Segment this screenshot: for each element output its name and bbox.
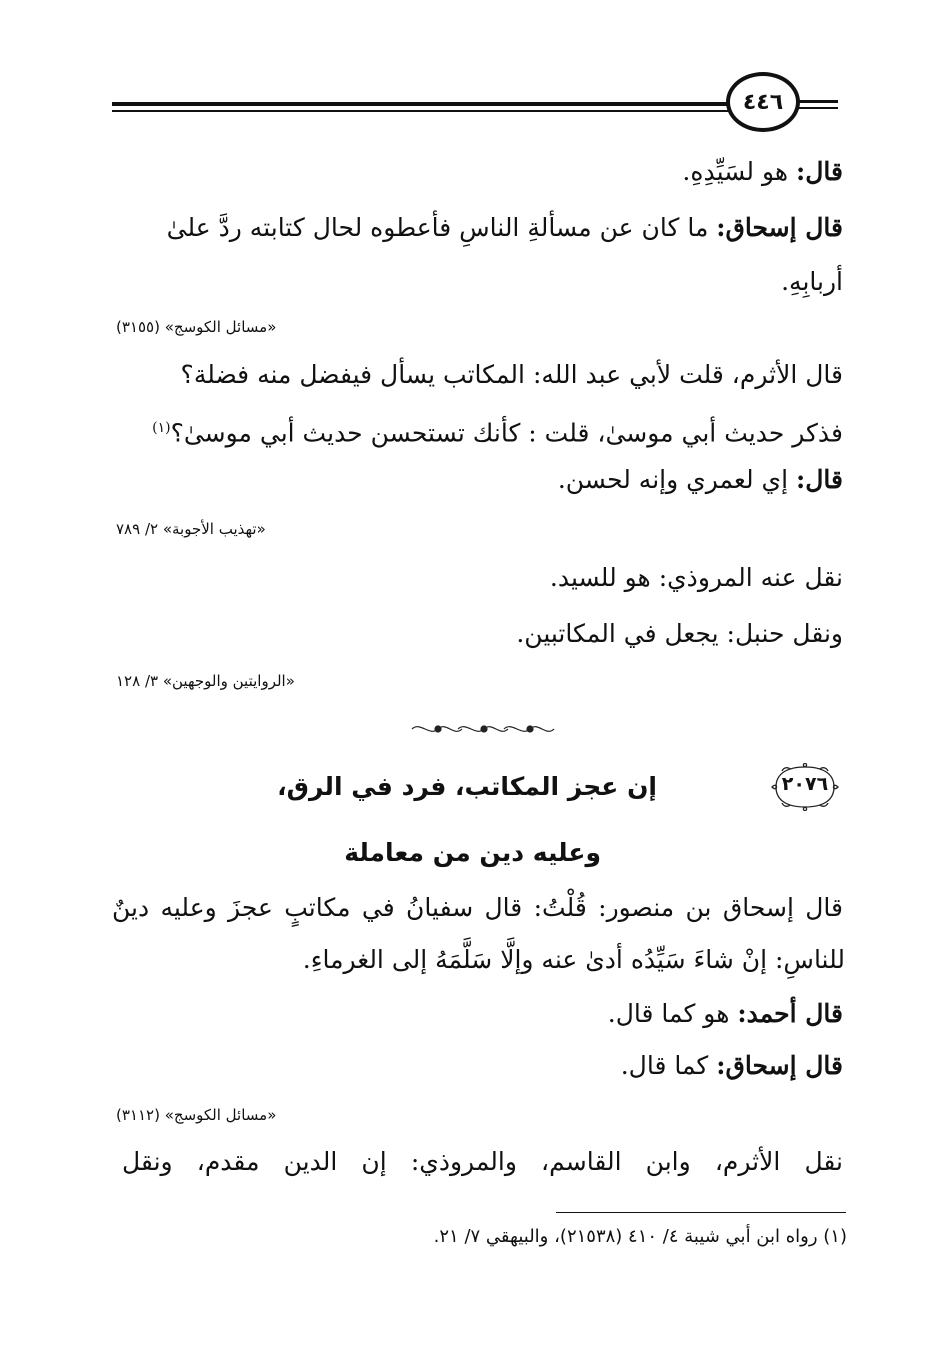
section-number: ٢٠٧٦: [781, 773, 829, 795]
text-line-4: قال الأثرم، قلت لأبي عبد الله: المكاتب يسأل فيفضل منه فضلة؟: [180, 360, 843, 389]
text-line-11: [608, 994, 843, 1034]
footnote-reference[interactable]: (١): [152, 420, 171, 436]
speaker-label: قال إسحاق:: [716, 213, 843, 242]
footnote-rule: [556, 1212, 846, 1213]
line-text: هو كما قال.: [607, 999, 738, 1028]
text-line-13: نقل الأثرم، وابن القاسم، والمروذي: إن الدين مقدم، ونقل: [122, 1147, 843, 1176]
section-heading-line-1: إن عجز المكاتب، فرد في الرق،: [277, 772, 657, 801]
text-line-9: قال إسحاق بن منصور: قُلْتُ: قال سفيانُ في مكاتبٍ عجزَ وعليه دينٌ: [112, 893, 843, 922]
text-line-2: [167, 208, 843, 248]
source-citation: «الروايتين والوجهين» ٣/ ١٢٨: [116, 672, 295, 690]
line-text: هو لسَيِّدِهِ.: [682, 157, 797, 186]
header-rule-thin: [112, 110, 728, 112]
page-number: ٤٤٦: [726, 72, 800, 132]
text-line-6: [558, 460, 843, 500]
section-heading-line-2: وعليه دين من معاملة: [344, 838, 601, 867]
source-citation: «تهذيب الأجوبة» ٢/ ٧٨٩: [116, 520, 266, 538]
text-line-1: [682, 152, 843, 192]
source-citation: «مسائل الكوسج» (٣١٥٥): [116, 318, 277, 336]
line-text: ما كان عن مسألةِ الناسِ فأعطوه لحال كتابته ردَّ علىٰ: [166, 213, 717, 242]
text-line-10: للناسِ: إنْ شاءَ سَيِّدُه أدىٰ عنه وإلَّا سَلَّمَهُ إلى الغرماءِ.: [302, 945, 845, 974]
header-rule-right-thin: [798, 107, 838, 109]
source-citation: «مسائل الكوسج» (٣١١٢): [116, 1106, 277, 1124]
line-text: كما قال.: [620, 1051, 717, 1080]
speaker-label: قال:: [796, 465, 843, 494]
footnote: (١) رواه ابن أبي شيبة ٤/ ٤١٠ (٢١٥٣٨)، والبيهقي ٧/ ٢١.: [433, 1226, 847, 1247]
line-text: إي لعمري وإنه لحسن.: [557, 465, 797, 494]
speaker-label: قال أحمد:: [737, 999, 843, 1028]
ornament-divider: [408, 719, 558, 739]
text-line-12: [621, 1046, 843, 1086]
header-rule-thick: [112, 102, 728, 106]
text-line-5: [152, 408, 843, 453]
text-line-8: ونقل حنبل: يجعل في المكاتبين.: [516, 619, 843, 648]
line-text: فذكر حديث أبي موسىٰ، قلت : كأنك تستحسن حديث أبي موسىٰ؟: [170, 418, 843, 448]
text-line-3: أربابِهِ.: [781, 267, 843, 296]
speaker-label: قال:: [796, 157, 843, 186]
speaker-label: قال إسحاق:: [716, 1051, 843, 1080]
text-line-7: نقل عنه المروذي: هو للسيد.: [549, 563, 843, 592]
header-rule-right: [798, 100, 838, 103]
